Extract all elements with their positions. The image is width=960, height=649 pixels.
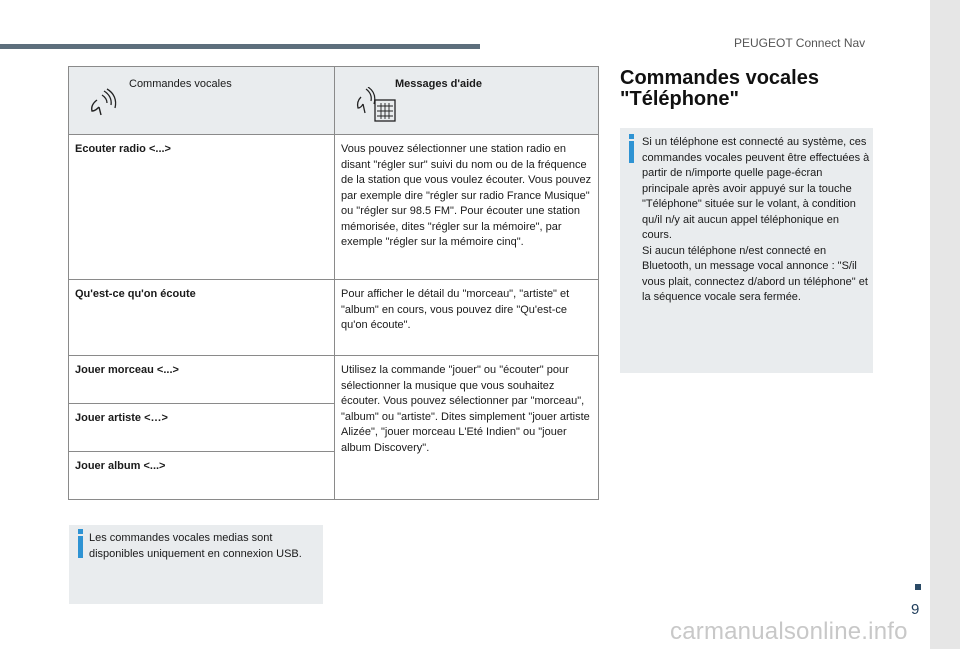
section-title-line1: Commandes vocales	[620, 67, 819, 89]
command-cell: Jouer artiste <…>	[69, 404, 335, 452]
table-row	[69, 280, 599, 356]
section-title	[620, 68, 920, 110]
info-icon	[629, 141, 634, 163]
command-cell: Jouer morceau <...>	[69, 356, 335, 404]
command-cell: Ecouter radio <...>	[69, 135, 335, 280]
media-info-text: Les commandes vocales medias sont disponibles uniquement en connexion USB.	[89, 532, 302, 560]
telephone-info-note	[620, 128, 873, 373]
help-cell: Vous pouvez sélectionner une station radio en disant "régler sur" suivi du nom ou de la fréquence de la station que vous voulez écouter. Vous pouvez par exemple dire "régler sur radio France Musique" ou "régler sur 98.5 FM". Pour écouter une station mémorisée, dites "régler sur la mémoire", par exemple "régler sur la mémoire cinq".	[335, 135, 599, 280]
section-title-line2: "Téléphone"	[620, 88, 739, 110]
table-header-row	[69, 67, 599, 135]
voice-help-icon	[355, 87, 397, 129]
help-cell: Pour afficher le détail du "morceau", "artiste" et "album" en cours, vous pouvez dire "Qu'est-ce qu'on écoute".	[335, 280, 599, 356]
command-cell: Qu'est-ce qu'on écoute	[69, 280, 335, 356]
top-accent-bar	[0, 44, 480, 49]
col2-header-cell	[335, 67, 599, 135]
command-cell: Jouer album <...>	[69, 452, 335, 500]
watermark: carmanualsonline.info	[670, 618, 908, 645]
telephone-info-text: Si un téléphone est connecté au système, ces commandes vocales peuvent être effectuées à partir de n/importe quelle page-écran principale après avoir appuyé sur la touche "Téléphone" située sur le volant, à condition qu/il n/y ait aucun appel téléphonique en cours. Si aucun téléphone n/est connecté en Bluetooth, un message vocal annonce : "S/il vous plait, connectez d/abord un téléphone" et la séquence vocale sera fermée.	[642, 136, 870, 303]
voice-command-icon	[89, 87, 119, 125]
page-number: 9	[911, 601, 920, 618]
col1-header-cell	[69, 67, 335, 135]
brand-header: PEUGEOT Connect Nav	[734, 36, 866, 50]
table-row	[69, 135, 599, 280]
side-strip	[930, 0, 960, 649]
page-marker	[915, 584, 921, 590]
table-row	[69, 356, 599, 404]
voice-commands-table	[68, 66, 599, 500]
col1-header: Commandes vocales	[129, 78, 232, 90]
media-info-note	[69, 525, 323, 604]
help-cell: Utilisez la commande "jouer" ou "écouter" pour sélectionner la musique que vous souhaitez écouter. Vous pouvez sélectionner par "morceau", "album" ou "artiste". Dites simplement "jouer artiste Alizée", "jouer morceau L'Eté Indien" ou "jouer album Discovery".	[335, 356, 599, 500]
col2-header: Messages d'aide	[395, 78, 482, 90]
info-icon	[78, 536, 83, 558]
